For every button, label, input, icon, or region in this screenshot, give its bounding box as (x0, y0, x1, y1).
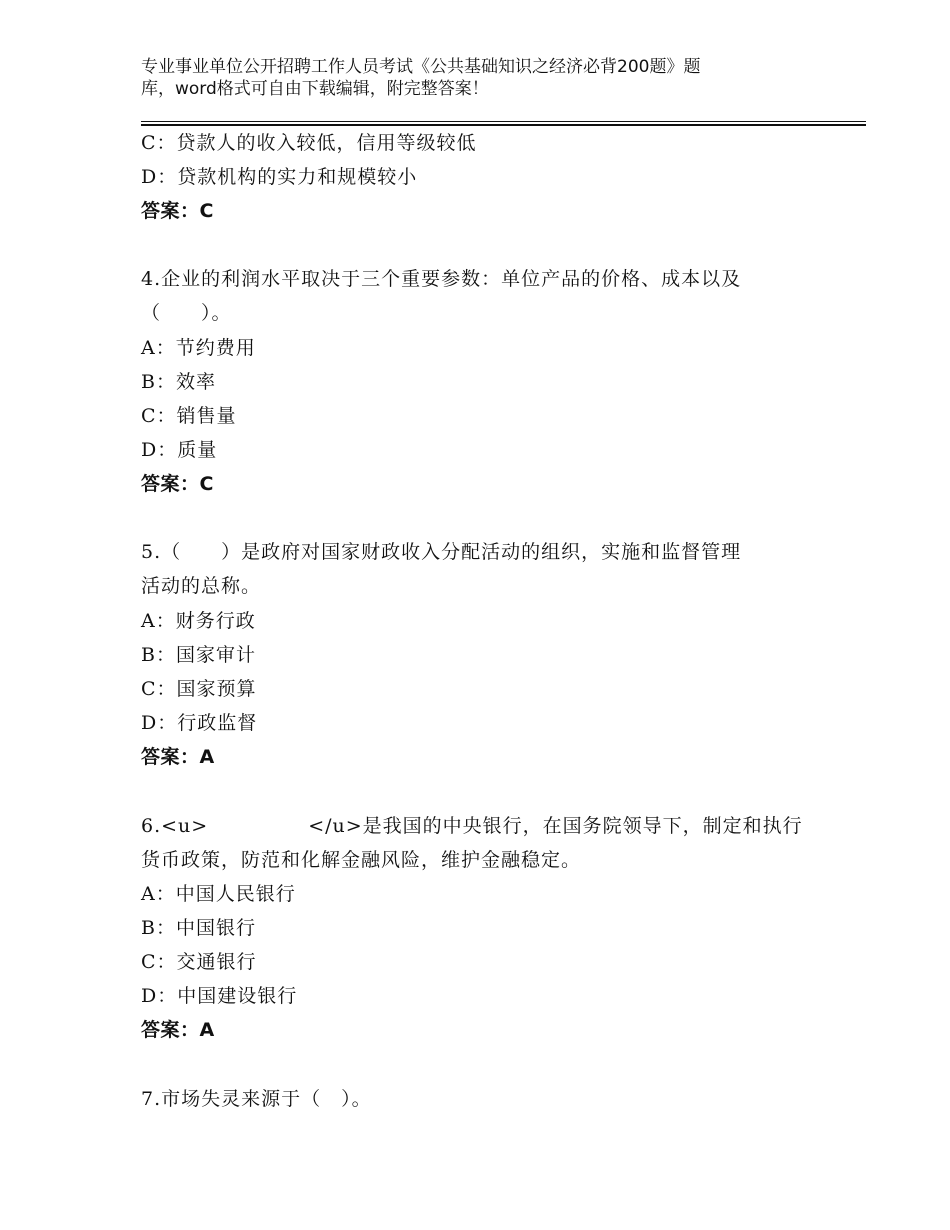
option-c: C：国家预算 (141, 678, 257, 700)
option-c: C：交通银行 (141, 951, 257, 973)
question-stem-line-1: 4.企业的利润水平取决于三个重要参数：单位产品的价格、成本以及 (141, 268, 742, 290)
option-a: A：财务行政 (141, 610, 256, 632)
header-title-line-2: 库，word格式可自由下载编辑，附完整答案！ (141, 79, 489, 99)
option-c: C：销售量 (141, 405, 237, 427)
answer-line: 答案：A (141, 1019, 215, 1041)
answer-line: 答案：C (141, 473, 214, 495)
document-header (141, 56, 781, 100)
question-stem-line-2: 货币政策，防范和化解金融风险，维护金融稳定。 (141, 849, 582, 871)
question-stem-line-1: 5.（ ）是政府对国家财政收入分配活动的组织，实施和监督管理 (141, 541, 742, 563)
question-stem-line-1: 6.<u> </u>是我国的中央银行，在国务院领导下，制定和执行 (141, 815, 803, 837)
question-stem-line-2: （ ）。 (141, 302, 232, 324)
header-title-line-1: 专业事业单位公开招聘工作人员考试《公共基础知识之经济必背200题》题 (141, 57, 701, 77)
answer-line: 答案：A (141, 746, 215, 768)
option-d: D：行政监督 (141, 712, 258, 734)
option-b: B：国家审计 (141, 644, 256, 666)
header-divider-thin (141, 121, 866, 122)
option-d: D：贷款机构的实力和规模较小 (141, 166, 418, 188)
option-d: D：中国建设银行 (141, 985, 298, 1007)
option-d: D：质量 (141, 439, 218, 461)
option-a: A：中国人民银行 (141, 883, 296, 905)
option-c: C：贷款人的收入较低，信用等级较低 (141, 132, 477, 154)
answer-line: 答案：C (141, 200, 214, 222)
question-stem-line-2: 活动的总称。 (141, 575, 262, 597)
option-a: A：节约费用 (141, 337, 256, 359)
question-stem-line-1: 7.市场失灵来源于（ ）。 (141, 1088, 372, 1110)
option-b: B：效率 (141, 371, 216, 393)
option-b: B：中国银行 (141, 917, 256, 939)
header-divider-thick (141, 124, 866, 126)
